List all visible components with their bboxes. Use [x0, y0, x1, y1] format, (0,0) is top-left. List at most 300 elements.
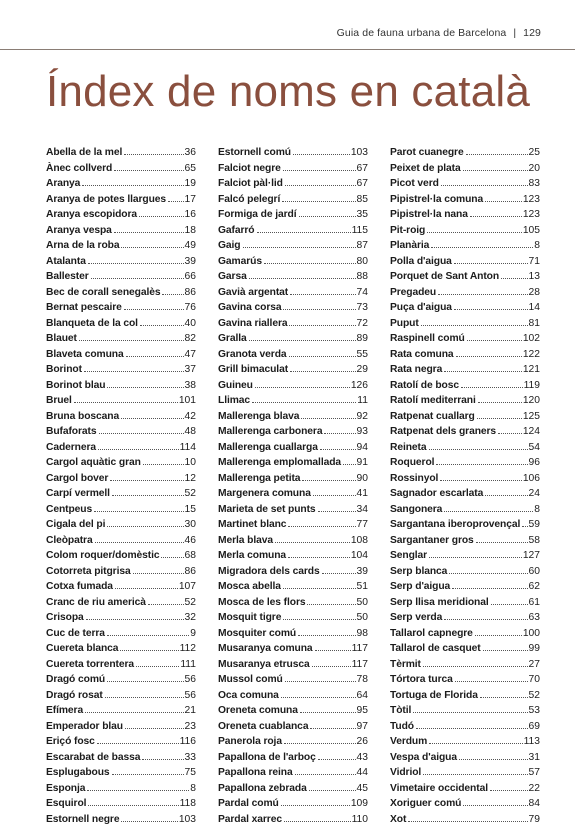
index-entry	[218, 688, 368, 704]
header-separator: |	[513, 27, 516, 39]
entry-name: Grill bimaculat	[218, 362, 288, 378]
entry-name: Puça d'aigua	[390, 300, 452, 316]
entry-page-number: 65	[185, 161, 196, 177]
dot-leader	[452, 588, 527, 589]
index-entry	[46, 610, 196, 626]
index-entry	[390, 564, 540, 580]
entry-page-number: 101	[179, 393, 196, 409]
entry-page-number: 79	[529, 812, 540, 827]
entry-name: Cigala del pi	[46, 517, 105, 533]
entry-name: Gralla	[218, 331, 247, 347]
index-entry	[46, 548, 196, 564]
index-entry	[46, 533, 196, 549]
index-entry	[218, 595, 368, 611]
entry-page-number: 32	[185, 610, 196, 626]
index-entry	[390, 409, 540, 425]
entry-page-number: 107	[179, 579, 196, 595]
dot-leader	[107, 526, 183, 527]
entry-page-number: 113	[524, 734, 540, 750]
entry-name: Migradora dels cards	[218, 564, 320, 580]
dot-leader	[483, 650, 528, 651]
dot-leader	[463, 805, 527, 806]
entry-name: Musaranya etrusca	[218, 657, 310, 673]
entry-page-number: 10	[185, 455, 196, 471]
entry-page-number: 62	[529, 579, 540, 595]
dot-leader	[290, 371, 356, 372]
page-header	[0, 0, 583, 50]
entry-page-number: 21	[185, 703, 196, 719]
index-entry	[46, 409, 196, 425]
entry-name: Pardal xarrec	[218, 812, 282, 827]
entry-name: Margenera comuna	[218, 486, 311, 502]
index-entry	[390, 440, 540, 456]
entry-page-number: 42	[185, 409, 196, 425]
index-entry	[390, 796, 540, 812]
dot-leader	[477, 418, 522, 419]
entry-page-number: 41	[357, 486, 368, 502]
dot-leader	[485, 495, 527, 496]
index-entry	[218, 362, 368, 378]
entry-page-number: 90	[357, 471, 368, 487]
entry-page-number: 36	[185, 145, 196, 161]
entry-name: Gaig	[218, 238, 241, 254]
dot-leader	[120, 650, 178, 651]
entry-page-number: 75	[185, 765, 196, 781]
entry-name: Tallarol de casquet	[390, 641, 481, 657]
dot-leader	[85, 712, 183, 713]
index-entry	[46, 579, 196, 595]
index-entry	[46, 393, 196, 409]
index-entry	[390, 750, 540, 766]
entry-page-number: 15	[185, 502, 196, 518]
index-entry	[218, 548, 368, 564]
dot-leader	[293, 154, 350, 155]
entry-page-number: 111	[180, 657, 196, 673]
index-entry	[218, 145, 368, 161]
index-entry	[46, 812, 196, 827]
dot-leader	[252, 402, 356, 403]
dot-leader	[302, 480, 355, 481]
dot-leader	[281, 805, 350, 806]
index-entry	[46, 688, 196, 704]
index-entry	[218, 378, 368, 394]
entry-name: Carpí vermell	[46, 486, 110, 502]
entry-name: Atalanta	[46, 254, 86, 270]
entry-name: Xot	[390, 812, 406, 827]
index-entry	[390, 641, 540, 657]
dot-leader	[281, 697, 356, 698]
dot-leader	[110, 480, 183, 481]
dot-leader	[114, 170, 183, 171]
dot-leader	[139, 216, 184, 217]
entry-name: Granota verda	[218, 347, 287, 363]
entry-page-number: 73	[357, 300, 368, 316]
index-entry	[218, 626, 368, 642]
entry-name: Sagnador escarlata	[390, 486, 483, 502]
dot-leader	[440, 480, 522, 481]
index-entry	[390, 626, 540, 642]
entry-page-number: 37	[185, 362, 196, 378]
entry-name: Ratpenat dels graners	[390, 424, 496, 440]
entry-page-number: 24	[529, 486, 540, 502]
index-entry	[218, 641, 368, 657]
entry-name: Serp d'aigua	[390, 579, 450, 595]
dot-leader	[97, 743, 179, 744]
entry-name: Abella de la mel	[46, 145, 122, 161]
entry-page-number: 115	[352, 223, 368, 239]
entry-name: Tortuga de Florida	[390, 688, 478, 704]
entry-name: Bruna boscana	[46, 409, 119, 425]
entry-page-number: 125	[523, 409, 540, 425]
dot-leader	[285, 681, 356, 682]
index-entry	[390, 486, 540, 502]
entry-page-number: 106	[523, 471, 540, 487]
entry-page-number: 85	[357, 192, 368, 208]
index-entry	[390, 362, 540, 378]
index-entry	[390, 192, 540, 208]
index-entry	[46, 672, 196, 688]
dot-leader	[478, 402, 522, 403]
index-entry	[46, 347, 196, 363]
entry-name: Cotorreta pitgrisa	[46, 564, 131, 580]
index-entry	[46, 719, 196, 735]
entry-name: Planària	[390, 238, 429, 254]
entry-name: Bec de corall senegalès	[46, 285, 160, 301]
dot-leader	[283, 309, 355, 310]
entry-name: Arna de la roba	[46, 238, 119, 254]
dot-leader	[121, 418, 183, 419]
entry-name: Peixet de plata	[390, 161, 461, 177]
index-entry	[390, 254, 540, 270]
index-entry	[390, 269, 540, 285]
running-head	[337, 27, 541, 39]
index-entry	[390, 781, 540, 797]
dot-leader	[107, 681, 183, 682]
index-entry	[218, 347, 368, 363]
dot-leader	[423, 666, 528, 667]
dot-leader	[86, 619, 184, 620]
entry-page-number: 52	[185, 486, 196, 502]
index-entry	[218, 533, 368, 549]
dot-leader	[307, 604, 355, 605]
dot-leader	[285, 185, 356, 186]
index-entry	[46, 176, 196, 192]
entry-page-number: 108	[351, 533, 368, 549]
entry-page-number: 96	[529, 455, 540, 471]
entry-page-number: 92	[357, 409, 368, 425]
entry-name: Eriçó fosc	[46, 734, 95, 750]
dot-leader	[423, 774, 527, 775]
entry-name: Cadernera	[46, 440, 96, 456]
entry-name: Cargol aquàtic gran	[46, 455, 141, 471]
index-entry	[218, 750, 368, 766]
entry-page-number: 39	[185, 254, 196, 270]
dot-leader	[441, 185, 528, 186]
index-entry	[390, 455, 540, 471]
entry-page-number: 57	[529, 765, 540, 781]
entry-page-number: 103	[351, 145, 368, 161]
entry-name: Ratolí mediterrani	[390, 393, 476, 409]
entry-name: Estornell negre	[46, 812, 119, 827]
entry-name: Esponja	[46, 781, 85, 797]
dot-leader	[429, 557, 522, 558]
header-rule	[0, 49, 575, 50]
index-entry	[390, 393, 540, 409]
entry-name: Verdum	[390, 734, 427, 750]
dot-leader	[161, 557, 183, 558]
entry-page-number: 114	[180, 440, 196, 456]
dot-leader	[429, 449, 528, 450]
entry-name: Gavià argentat	[218, 285, 288, 301]
index-entry	[218, 657, 368, 673]
entry-page-number: 43	[357, 750, 368, 766]
entry-name: Borinot blau	[46, 378, 105, 394]
entry-page-number: 8	[190, 781, 196, 797]
entry-name: Panerola roja	[218, 734, 282, 750]
entry-name: Musaranya comuna	[218, 641, 313, 657]
entry-page-number: 102	[523, 331, 540, 347]
dot-leader	[490, 790, 528, 791]
dot-leader	[124, 309, 184, 310]
index-entry	[218, 223, 368, 239]
dot-leader	[301, 418, 355, 419]
entry-page-number: 60	[529, 564, 540, 580]
entry-name: Borinot	[46, 362, 82, 378]
dot-leader	[249, 278, 356, 279]
entry-page-number: 17	[185, 192, 196, 208]
entry-page-number: 50	[357, 595, 368, 611]
index-entry	[46, 471, 196, 487]
index-entry	[390, 734, 540, 750]
index-entry	[46, 796, 196, 812]
dot-leader	[427, 232, 522, 233]
entry-page-number: 34	[357, 502, 368, 518]
index-entry	[46, 657, 196, 673]
dot-leader	[436, 464, 527, 465]
entry-page-number: 83	[529, 176, 540, 192]
entry-name: Serp llisa meridional	[390, 595, 489, 611]
entry-page-number: 18	[185, 223, 196, 239]
index-column-1	[46, 145, 196, 827]
entry-name: Oca comuna	[218, 688, 279, 704]
entry-name: Oreneta comuna	[218, 703, 298, 719]
index-entry	[218, 765, 368, 781]
entry-name: Colom roquer/domèstic	[46, 548, 159, 564]
entry-name: Reineta	[390, 440, 427, 456]
index-entry	[390, 207, 540, 223]
entry-page-number: 88	[357, 269, 368, 285]
dot-leader	[444, 511, 533, 512]
entry-name: Pipistrel·la comuna	[390, 192, 483, 208]
entry-name: Ratpenat cuallarg	[390, 409, 475, 425]
dot-leader	[107, 387, 183, 388]
entry-name: Falcó pelegrí	[218, 192, 280, 208]
index-entry	[218, 409, 368, 425]
index-entry	[218, 564, 368, 580]
entry-page-number: 127	[523, 548, 540, 564]
entry-name: Mallerenga cuallarga	[218, 440, 318, 456]
dot-leader	[88, 805, 178, 806]
entry-name: Cotxa fumada	[46, 579, 113, 595]
dot-leader	[467, 340, 522, 341]
entry-name: Tòtil	[390, 703, 411, 719]
entry-name: Polla d'aigua	[390, 254, 452, 270]
dot-leader	[142, 759, 183, 760]
index-entry	[390, 161, 540, 177]
index-entry	[46, 331, 196, 347]
dot-leader	[470, 216, 522, 217]
dot-leader	[522, 526, 527, 527]
entry-name: Cleòpatra	[46, 533, 93, 549]
index-entry	[390, 347, 540, 363]
dot-leader	[121, 247, 183, 248]
entry-name: Tórtora turca	[390, 672, 453, 688]
dot-leader	[257, 232, 351, 233]
entry-page-number: 93	[357, 424, 368, 440]
entry-page-number: 50	[357, 610, 368, 626]
dot-leader	[88, 263, 184, 264]
index-entry	[218, 176, 368, 192]
entry-page-number: 121	[523, 362, 540, 378]
dot-leader	[421, 325, 528, 326]
entry-name: Cuereta blanca	[46, 641, 118, 657]
entry-name: Mosquit tigre	[218, 610, 281, 626]
dot-leader	[87, 790, 189, 791]
entry-name: Mallerenga petita	[218, 471, 300, 487]
dot-leader	[105, 697, 184, 698]
index-entry	[218, 393, 368, 409]
index-entry	[218, 796, 368, 812]
index-entry	[390, 424, 540, 440]
entry-page-number: 117	[352, 657, 368, 673]
dot-leader	[140, 325, 184, 326]
entry-page-number: 20	[529, 161, 540, 177]
entry-name: Ratolí de bosc	[390, 378, 459, 394]
dot-leader	[476, 542, 528, 543]
dot-leader	[289, 325, 355, 326]
entry-page-number: 56	[185, 672, 196, 688]
entry-name: Falciot negre	[218, 161, 281, 177]
index-entry	[46, 192, 196, 208]
entry-name: Escarabat de bassa	[46, 750, 140, 766]
entry-name: Aranya escopidora	[46, 207, 137, 223]
entry-page-number: 124	[523, 424, 540, 440]
index-entry	[46, 517, 196, 533]
index-entry	[46, 269, 196, 285]
index-entry	[218, 238, 368, 254]
index-entry	[390, 300, 540, 316]
entry-name: Mosca de les flors	[218, 595, 305, 611]
entry-page-number: 84	[529, 796, 540, 812]
index-entry	[390, 176, 540, 192]
entry-name: Blanqueta de la col	[46, 316, 138, 332]
index-entry	[46, 424, 196, 440]
entry-page-number: 71	[529, 254, 540, 270]
entry-name: Sargantaner gros	[390, 533, 474, 549]
dot-leader	[290, 294, 355, 295]
dot-leader	[82, 185, 183, 186]
entry-name: Vidriol	[390, 765, 421, 781]
entry-page-number: 8	[534, 502, 540, 518]
entry-name: Raspinell comú	[390, 331, 465, 347]
dot-leader	[475, 635, 522, 636]
index-entry	[218, 781, 368, 797]
index-entry	[390, 285, 540, 301]
index-entry	[218, 703, 368, 719]
index-entry	[390, 812, 540, 827]
index-entry	[218, 734, 368, 750]
index-entry	[218, 316, 368, 332]
entry-name: Xoriguer comú	[390, 796, 461, 812]
entry-page-number: 46	[185, 533, 196, 549]
index-entry	[46, 486, 196, 502]
index-entry	[46, 564, 196, 580]
dot-leader	[343, 464, 356, 465]
entry-page-number: 66	[185, 269, 196, 285]
entry-page-number: 86	[185, 285, 196, 301]
entry-page-number: 94	[357, 440, 368, 456]
index-entry	[218, 502, 368, 518]
entry-name: Tallarol capnegre	[390, 626, 473, 642]
entry-name: Merla blava	[218, 533, 273, 549]
entry-page-number: 99	[529, 641, 540, 657]
dot-leader	[480, 697, 528, 698]
entry-page-number: 12	[185, 471, 196, 487]
entry-name: Ànec collverd	[46, 161, 112, 177]
index-entry	[46, 145, 196, 161]
entry-name: Mallerenga emplomallada	[218, 455, 341, 471]
index-entry	[46, 626, 196, 642]
entry-page-number: 48	[185, 424, 196, 440]
dot-leader	[79, 340, 184, 341]
entry-page-number: 55	[357, 347, 368, 363]
dot-leader	[431, 247, 533, 248]
running-title: Guia de fauna urbana de Barcelona	[337, 27, 507, 39]
dot-leader	[289, 356, 356, 357]
entry-name: Gafarró	[218, 223, 255, 239]
entry-page-number: 95	[357, 703, 368, 719]
dot-leader	[243, 247, 356, 248]
entry-name: Mussol comú	[218, 672, 283, 688]
entry-name: Cargol bover	[46, 471, 108, 487]
index-entry	[390, 533, 540, 549]
index-entry	[390, 316, 540, 332]
entry-page-number: 109	[351, 796, 368, 812]
dot-leader	[454, 309, 528, 310]
dot-leader	[275, 542, 350, 543]
dot-leader	[99, 433, 184, 434]
index-entry	[218, 455, 368, 471]
dot-leader	[310, 728, 355, 729]
entry-page-number: 8	[534, 238, 540, 254]
entry-name: Formiga de jardí	[218, 207, 297, 223]
dot-leader	[107, 635, 189, 636]
entry-page-number: 26	[357, 734, 368, 750]
dot-leader	[249, 340, 356, 341]
index-entry	[46, 502, 196, 518]
entry-page-number: 104	[351, 548, 368, 564]
entry-page-number: 31	[529, 750, 540, 766]
entry-name: Llimac	[218, 393, 250, 409]
entry-name: Blauet	[46, 331, 77, 347]
entry-page-number: 68	[185, 548, 196, 564]
dot-leader	[444, 371, 522, 372]
index-entry	[46, 765, 196, 781]
entry-page-number: 33	[185, 750, 196, 766]
entry-page-number: 51	[357, 579, 368, 595]
index-entry	[218, 300, 368, 316]
entry-page-number: 44	[357, 765, 368, 781]
